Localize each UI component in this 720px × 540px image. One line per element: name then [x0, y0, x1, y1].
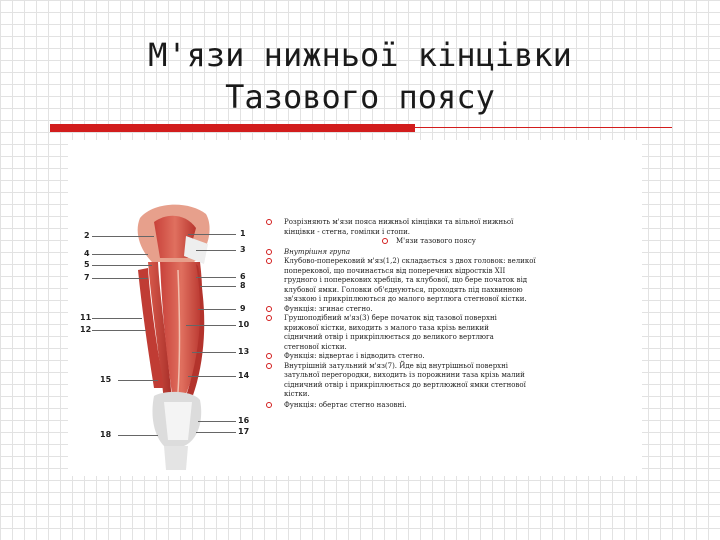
title-line-2: Тазового поясу [225, 78, 495, 116]
leader-line [188, 376, 236, 377]
bullet-icon [266, 219, 272, 225]
callout-number: 11 [80, 313, 92, 322]
text-row-label: Функція: відвертає і відводить стегно. [284, 352, 425, 360]
text-row [266, 314, 636, 324]
leader-line [92, 318, 142, 319]
text-row-label: М'язи тазового поясу [396, 237, 476, 245]
bullet-icon [382, 238, 388, 244]
text-row [266, 218, 636, 228]
callout-number: 1 [240, 229, 246, 238]
callout-number: 8 [240, 281, 246, 290]
slide-title [90, 34, 630, 118]
leader-line [92, 265, 152, 266]
title-line-1: М'язи нижньої кінцівки [148, 36, 572, 74]
callout-number: 14 [238, 371, 250, 380]
text-row-label: кістки. [284, 390, 310, 398]
text-row-label: стегнової кістки. [284, 342, 347, 351]
text-row-label: Клубово-поперековий м'яз(1,2) складається з двох головок: великої [284, 257, 536, 265]
leader-line [198, 309, 236, 310]
text-row-label: зв'язкою і прикріплюються до малого вертлюга стегнової кістки. [284, 295, 527, 303]
leader-line [198, 421, 236, 422]
text-row-label: кінцівки - стегна, гомілки і стопи. [284, 227, 411, 236]
text-row [266, 295, 636, 305]
callout-number: 4 [84, 249, 90, 258]
text-row [266, 333, 636, 343]
leader-line [196, 432, 236, 433]
text-row-label: Функція: обертає стегно назовні. [284, 400, 407, 409]
bullet-icon [266, 306, 272, 312]
callout-number: 10 [238, 320, 250, 329]
text-row [266, 305, 636, 315]
text-row [266, 371, 636, 381]
text-row-label: поперекової, що починається від поперечних відростків XII [284, 266, 506, 275]
text-row [266, 248, 636, 258]
text-row [266, 401, 636, 411]
text-row-label: Грушоподібний м'яз(3) бере початок від тазової поверхні [284, 314, 497, 322]
text-row [266, 267, 636, 277]
text-row [266, 286, 636, 296]
bullet-icon [266, 249, 272, 255]
leader-line [118, 435, 158, 436]
leader-line [196, 250, 236, 251]
text-row [266, 343, 636, 353]
callout-number: 9 [240, 304, 246, 313]
callout-number: 7 [84, 273, 90, 282]
muscle-description-text [266, 218, 636, 410]
callout-number: 16 [238, 416, 250, 425]
bullet-icon [266, 402, 272, 408]
callout-number: 5 [84, 260, 90, 269]
text-row [266, 324, 636, 334]
anatomy-figure-panel [68, 140, 642, 476]
text-row-label: сідничний отвір і прикріплюється до великого вертлюга [284, 333, 494, 341]
leader-line [118, 380, 158, 381]
leader-line [92, 278, 148, 279]
text-row [266, 257, 636, 267]
callout-number: 18 [100, 430, 112, 439]
leader-line [92, 236, 154, 237]
text-row-label: сідничний отвір і прикріплюється до вертлюжної ямки стегнової [284, 380, 526, 389]
text-row-label: Внутрішній затульний м'яз(7). Йде від внутрішньої поверхні [284, 361, 509, 370]
callout-number: 3 [240, 245, 246, 254]
title-accent-bar [50, 124, 415, 132]
text-row [266, 390, 636, 400]
title-accent-line [415, 127, 672, 128]
text-row-label: Розрізняють м'язи пояса нижньої кінцівки та вільної нижньої [284, 218, 514, 226]
text-row-label: Внутрішня група [284, 247, 351, 256]
text-row-label: Функція: згинає стегно. [284, 304, 373, 313]
callout-number: 2 [84, 231, 90, 240]
bullet-icon [266, 258, 272, 264]
text-row [266, 362, 636, 372]
callout-number: 13 [238, 347, 250, 356]
callout-number: 6 [240, 272, 246, 281]
shin-shape [164, 446, 188, 470]
leader-line [92, 330, 146, 331]
knee-tendon [164, 402, 192, 440]
text-row-label: грудного і поперекових хребців, та клубової, що бере початок від [284, 276, 528, 284]
callout-number: 15 [100, 375, 112, 384]
leader-line [192, 352, 236, 353]
text-row [266, 381, 636, 391]
text-row [266, 352, 636, 362]
bullet-icon [266, 315, 272, 321]
leader-line [188, 234, 236, 235]
bullet-icon [266, 353, 272, 359]
leader-line [196, 277, 236, 278]
leader-line [92, 254, 148, 255]
text-row [266, 237, 636, 247]
thigh-muscles-illustration [68, 140, 268, 476]
leader-line [200, 286, 236, 287]
leader-line [186, 325, 236, 326]
text-row-label: затульної перегородки, виходить із порожнини таза крізь малий [284, 371, 525, 379]
text-row-label: клубової ямки. Головки об'єднуються, проходять під пахвинною [284, 285, 523, 294]
callout-number: 17 [238, 427, 250, 436]
text-row-label: крижової кістки, виходить з малого таза крізь великий [284, 323, 489, 332]
text-row [266, 228, 636, 238]
bullet-icon [266, 363, 272, 369]
callout-number: 12 [80, 325, 92, 334]
text-row [266, 276, 636, 286]
